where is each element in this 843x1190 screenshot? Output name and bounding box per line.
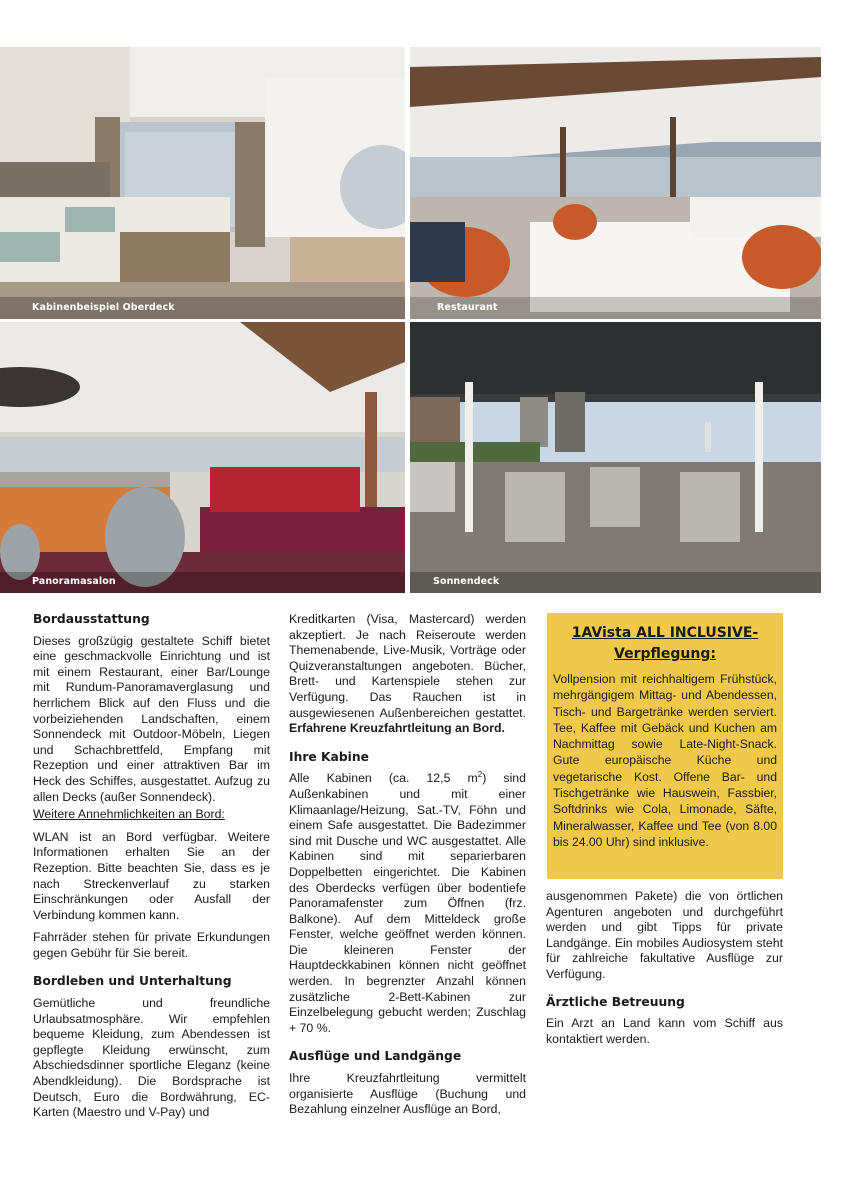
- all-inclusive-box: [547, 613, 783, 879]
- heading-ausfluege: Ausflüge und Landgänge: [289, 1049, 462, 1064]
- photo-caption: Kabinenbeispiel Oberdeck: [32, 302, 175, 313]
- text-kabine-a: Alle Kabinen (ca. 12,5 m: [289, 771, 478, 786]
- text-kabine-sup: 2: [477, 770, 483, 780]
- heading-bordausstattung: Bordausstattung: [33, 612, 150, 626]
- text-fahrraeder: Fahrräder stehen für private Erkundungen gegen Gebühr für Sie bereit.: [33, 930, 270, 960]
- column-1: [33, 612, 270, 1128]
- text-bordausstattung: Dieses großzügig gestaltete Schiff bietet eine geschmackvolle Einrichtung und ist mit einem Restaurant, einer Bar/Lounge mit Rundum-Panoramaverglasung und herrlichem Blick auf den Fluss und die vorbeiziehenden Landschaften, einem Sonnendeck mit Outdoor-Möbeln, Liegen und Schachbrettfeld, Empfang mit Rezeption und einer attraktiven Bar im Heck des Schiffes, ausgestattet. Aufzug zu allen Decks (außer Sonnendeck).: [33, 633, 270, 804]
- text-pakete: ausgenommen Pakete) die von örtlichen Agenturen angeboten und durchgeführt werden und gibt Tipps für private Landgänge. Ein mobiles Audiosystem steht für zahlreiche fakultative Ausflüge zur Verfügung.: [546, 889, 783, 981]
- text-kabine: [289, 771, 526, 1036]
- text-wlan: WLAN ist an Bord verfügbar. Weitere Informationen erhalten Sie an der Rezeption. Bitte beachten Sie, dass es je nach Streckenverlauf zu starken Einschränkungen oder Ausfall der Verbindung kommen kann.: [33, 829, 270, 922]
- text-ausfluege: Ihre Kreuzfahrtleitung vermittelt organisierte Ausflüge (Buchung und Bezahlung einzelner Ausflüge an Bord,: [289, 1071, 526, 1117]
- text-kreuzfahrtleitung: Erfahrene Kreuzfahrtleitung an Bord.: [289, 721, 505, 736]
- photo-restaurant: [410, 47, 821, 319]
- box-title-line-1: 1AVista ALL INCLUSIVE-: [571, 625, 759, 641]
- photo-caption: Sonnendeck: [433, 576, 500, 587]
- photo-cabin: [0, 47, 405, 319]
- column-2: [289, 612, 526, 1125]
- photo-caption: Panoramasalon: [32, 576, 116, 587]
- heading-arzt: Ärztliche Betreuung: [546, 994, 685, 1009]
- text-bordleben: Gemütliche und freundliche Urlaubsatmosphäre. Wir empfehlen bequeme Kleidung, zum Abendessen ist gepflegte Kleidung erwünscht, zum Abschiedsdinner sportliche Eleganz (keine Abendkleidung). Die Bordsprache ist Deutsch, Euro die Bordwährung, EC-Karten (Maestro und V-Pay) und: [33, 996, 270, 1120]
- subheading-weitere: Weitere Annehmlichkeiten an Bord:: [33, 807, 225, 822]
- photo-panoramasalon: [0, 322, 405, 593]
- text-kreditkarten-body: Kreditkarten (Visa, Mastercard) werden akzeptiert. Je nach Reiseroute werden Themenabende, Live-Musik, Vorträge oder Quizveranstaltungen angeboten. Bücher, Brett- und Kartenspiele stehen zur Verfügung. Das Rauchen ist in ausgewiesenen Außenbereichen gestattet.: [289, 612, 526, 720]
- photo-sonnendeck: [410, 322, 821, 593]
- heading-bordleben: Bordleben und Unterhaltung: [33, 974, 232, 989]
- photo-caption: Restaurant: [437, 302, 498, 313]
- box-text: Vollpension mit reichhaltigem Frühstück, mehrgängigem Mittag- und Abendessen, Tisch- und Bargetränke werden serviert. Tee, Kaffee mit Gebäck und Kuchen am Nachmittag sowie Late-Night-Snack. Gute europäische Küche und vegetarische Kost. Offene Bar- und Tischgetränke wie Hauswein, Fassbier, Softdrinks wie Cola, Limonade, Säfte, Mineralwasser, Kaffee und Tee (von 8.00 bis 24.00 Uhr) sind inklusive.: [553, 672, 777, 849]
- text-kreditkarten: [289, 612, 526, 737]
- text-kabine-b: ) sind Außenkabinen und mit einer Klimaanlage/Heizung, Sat.-TV, Föhn und einem Safe ausgestattet. Die Badezimmer sind mit Dusche und WC ausgestattet. Alle Kabinen sind mit separierbaren Doppelbetten eingerichtet. Die Kabinen des Oberdecks verfügen über bodentiefe Panoramafenster zum Öffnen (frz. Balkone). Auf dem Mitteldeck große Fenster, welche geöffnet werden können. Die kleineren Fenster der Hauptdeckkabinen können nicht geöffnet werden. In begrenzter Anzahl können zusätzliche 2-Bett-Kabinen zur Einzelbelegung gebucht werden; Zuschlag + 70 %.: [289, 771, 526, 1035]
- heading-ihre-kabine: Ihre Kabine: [289, 749, 369, 764]
- box-title-line-2: Verpflegung:: [614, 646, 716, 662]
- text-arzt: Ein Arzt an Land kann vom Schiff aus kontaktiert werden.: [546, 1016, 783, 1046]
- column-3: [546, 889, 783, 1054]
